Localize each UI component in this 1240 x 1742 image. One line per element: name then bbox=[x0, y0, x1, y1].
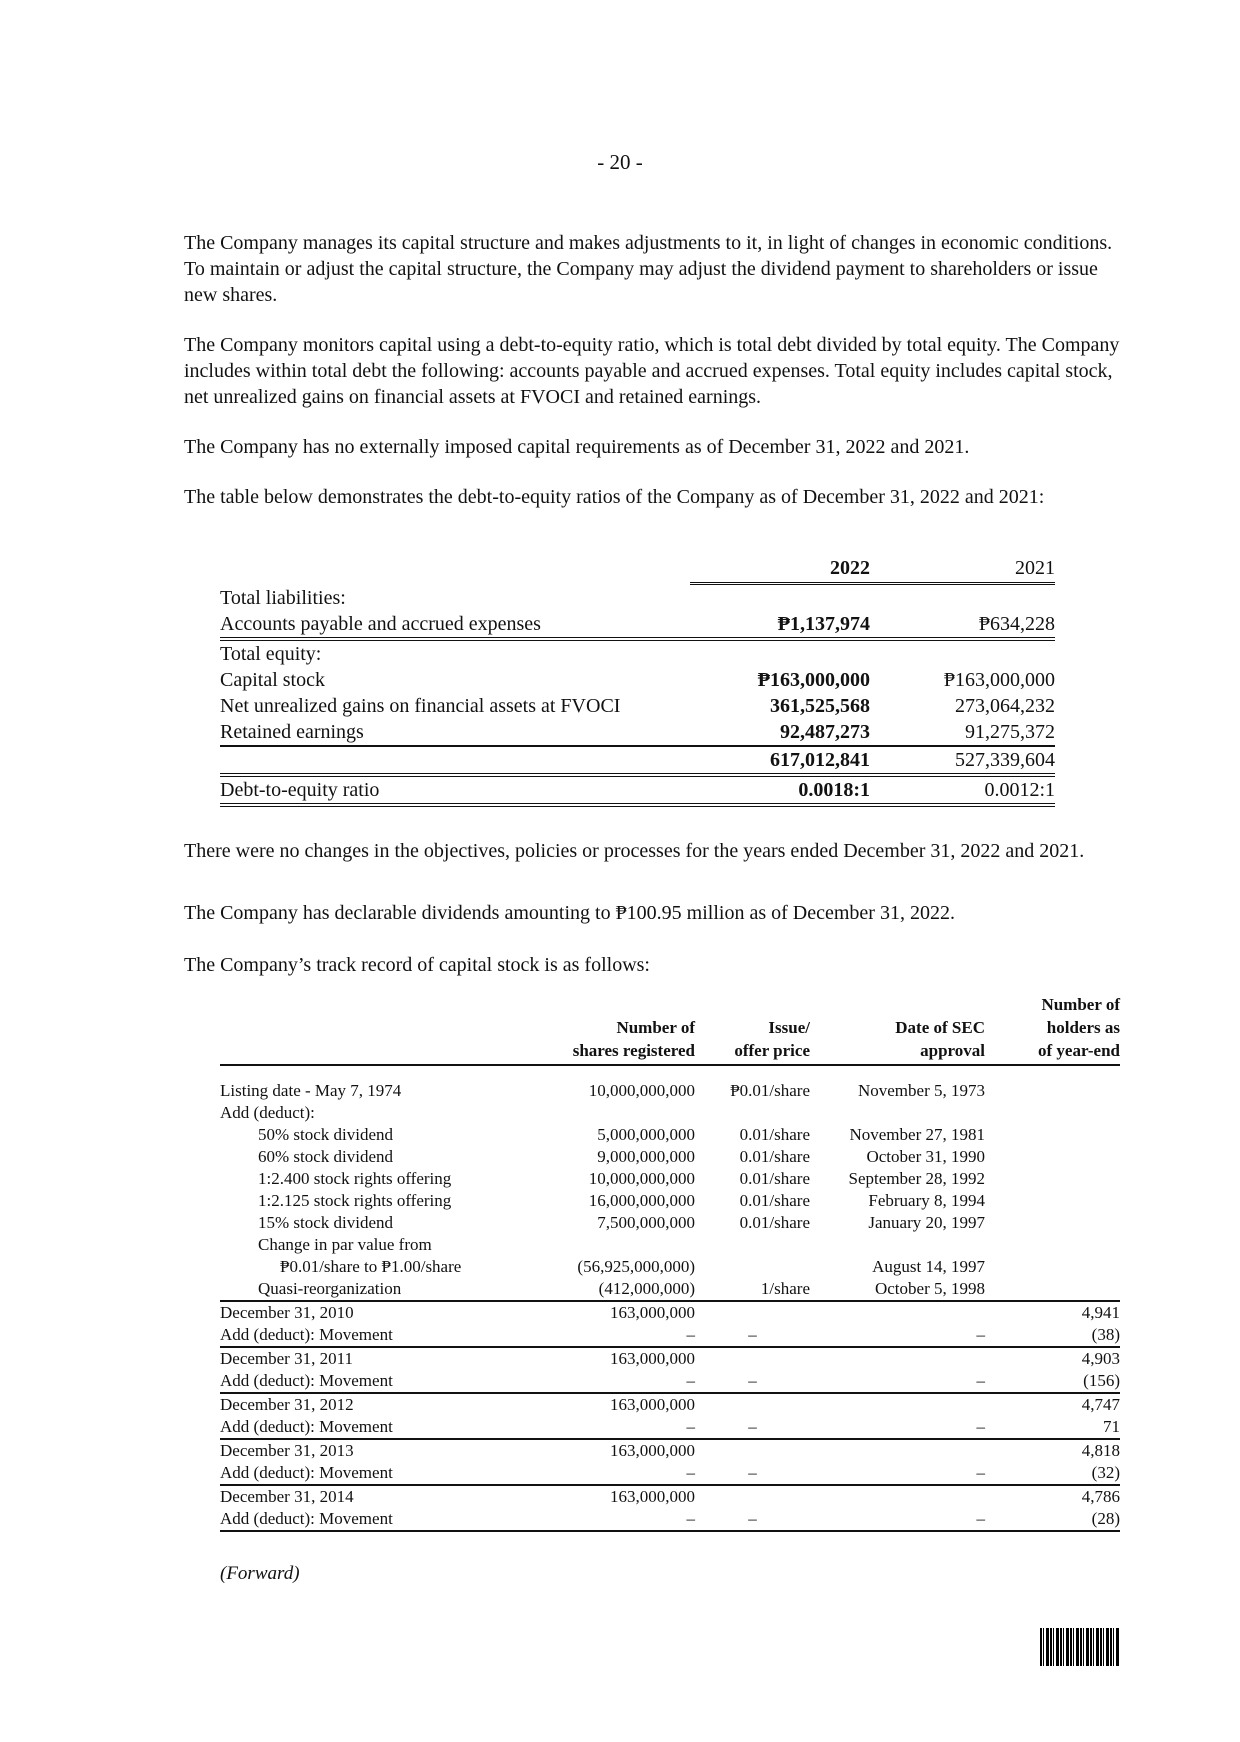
row-label: Capital stock bbox=[220, 669, 325, 691]
table-row bbox=[220, 1416, 1120, 1439]
table-row bbox=[220, 1301, 1120, 1324]
total-equity-row bbox=[220, 746, 1055, 775]
holders-value bbox=[985, 1065, 1120, 1102]
holders-value: (28) bbox=[985, 1508, 1120, 1531]
shares-value: 163,000,000 bbox=[610, 1349, 695, 1368]
date-value: – bbox=[810, 1370, 985, 1393]
header-sec-approval-date: Date of SEC approval bbox=[810, 993, 985, 1065]
value-2021: 273,064,232 bbox=[955, 695, 1055, 717]
table-row bbox=[220, 1212, 1120, 1234]
holders-value: (32) bbox=[985, 1462, 1120, 1485]
debt-to-equity-table bbox=[220, 555, 1055, 807]
shares-value: – bbox=[520, 1370, 695, 1393]
paragraph-capital-structure: The Company manages its capital structure and makes adjustments to it, in light of changes in economic conditions. To maintain or adjust the capital structure, the Company may adjust the dividend payment to shareholders or issue new shares. bbox=[184, 232, 1113, 306]
table-row bbox=[220, 693, 1055, 719]
table-row bbox=[220, 639, 1055, 667]
value-2022 bbox=[690, 639, 870, 667]
table-row bbox=[220, 584, 1055, 612]
table-row bbox=[220, 1190, 1120, 1212]
forward-note: (Forward) bbox=[220, 1563, 300, 1584]
row-label: Accounts payable and accrued expenses bbox=[220, 611, 690, 639]
holders-value: 4,786 bbox=[1081, 1487, 1120, 1506]
table-row bbox=[220, 1462, 1120, 1485]
date-value bbox=[810, 1301, 985, 1324]
holders-value: 4,941 bbox=[1081, 1303, 1120, 1322]
table-row bbox=[220, 1278, 1120, 1301]
header-shares-registered: Number of shares registered bbox=[520, 993, 695, 1065]
date-value bbox=[810, 1234, 985, 1256]
shares-value: 9,000,000,000 bbox=[597, 1147, 695, 1166]
row-label: 50% stock dividend bbox=[258, 1125, 394, 1144]
shares-value: 163,000,000 bbox=[610, 1487, 695, 1506]
table-row bbox=[220, 611, 1055, 639]
header-2021: 2021 bbox=[870, 555, 1055, 584]
shares-value: – bbox=[520, 1324, 695, 1347]
shares-value: 7,500,000,000 bbox=[597, 1213, 695, 1232]
row-label: Debt-to-equity ratio bbox=[220, 775, 690, 805]
row-label: Net unrealized gains on financial assets at FVOCI bbox=[220, 695, 621, 717]
price-value: 0.01/share bbox=[739, 1125, 810, 1144]
holders-value bbox=[985, 1102, 1120, 1124]
table-row bbox=[220, 1485, 1120, 1508]
row-label: 1:2.125 stock rights offering bbox=[258, 1191, 452, 1210]
row-label: Retained earnings bbox=[220, 719, 690, 746]
date-value: November 5, 1973 bbox=[857, 1081, 985, 1100]
table-row bbox=[220, 1324, 1120, 1347]
page-number: - 20 - bbox=[597, 150, 643, 174]
value-2021: ₱163,000,000 bbox=[943, 669, 1055, 691]
debt-to-equity-row bbox=[220, 775, 1055, 805]
price-value bbox=[695, 1393, 810, 1416]
holders-value: 71 bbox=[985, 1416, 1120, 1439]
table-row bbox=[220, 1065, 1120, 1102]
date-value: November 27, 1981 bbox=[849, 1125, 985, 1144]
holders-value bbox=[985, 1168, 1120, 1190]
price-value bbox=[695, 1485, 810, 1508]
header-label bbox=[220, 555, 690, 584]
row-label: Add (deduct): Movement bbox=[220, 1370, 520, 1393]
row-label: Quasi-reorganization bbox=[220, 1278, 520, 1301]
row-label: December 31, 2013 bbox=[220, 1441, 354, 1460]
holders-value bbox=[985, 1234, 1120, 1256]
shares-value: 163,000,000 bbox=[610, 1395, 695, 1414]
paragraph-capital-requirements: The Company has no externally imposed capital requirements as of December 31, 2022 and 2021. bbox=[184, 436, 970, 458]
row-label: December 31, 2011 bbox=[220, 1349, 353, 1368]
table-row bbox=[220, 1256, 1120, 1278]
row-label: 1:2.400 stock rights offering bbox=[258, 1169, 452, 1188]
row-label: December 31, 2010 bbox=[220, 1303, 354, 1322]
row-label: December 31, 2014 bbox=[220, 1487, 354, 1506]
holders-value bbox=[985, 1278, 1120, 1301]
shares-value: (56,925,000,000) bbox=[577, 1257, 695, 1276]
price-value bbox=[695, 1256, 810, 1278]
row-label: Add (deduct): Movement bbox=[220, 1462, 520, 1485]
value-2022: 617,012,841 bbox=[690, 746, 870, 775]
table-row bbox=[220, 1234, 1120, 1256]
holders-value: (156) bbox=[985, 1370, 1120, 1393]
value-2021: 527,339,604 bbox=[870, 746, 1055, 775]
table-row bbox=[220, 1439, 1120, 1462]
price-value: 0.01/share bbox=[739, 1169, 810, 1188]
row-label bbox=[220, 746, 690, 775]
holders-value: 4,818 bbox=[1081, 1441, 1120, 1460]
date-value bbox=[810, 1485, 985, 1508]
date-value: October 31, 1990 bbox=[866, 1147, 985, 1166]
date-value: – bbox=[810, 1324, 985, 1347]
holders-value: 4,747 bbox=[1081, 1395, 1120, 1414]
price-value: 0.01/share bbox=[739, 1147, 810, 1166]
table-row bbox=[220, 667, 1055, 693]
paragraph-declarable-dividends: The Company has declarable dividends amounting to ₱100.95 million as of December 31, 2022. bbox=[184, 902, 955, 924]
date-value bbox=[810, 1347, 985, 1370]
header-label bbox=[220, 993, 520, 1065]
table-row bbox=[220, 719, 1055, 746]
row-label: Add (deduct): Movement bbox=[220, 1324, 520, 1347]
table-row bbox=[220, 1102, 1120, 1124]
shares-value bbox=[520, 1102, 695, 1124]
row-label: 15% stock dividend bbox=[258, 1213, 394, 1232]
date-value: – bbox=[810, 1508, 985, 1531]
date-value: – bbox=[810, 1462, 985, 1485]
date-value bbox=[810, 1102, 985, 1124]
holders-value bbox=[985, 1212, 1120, 1234]
price-value bbox=[695, 1439, 810, 1462]
table-header-row bbox=[220, 993, 1120, 1065]
price-value: – bbox=[695, 1324, 810, 1347]
value-2021 bbox=[870, 584, 1055, 612]
price-value bbox=[695, 1102, 810, 1124]
price-value: – bbox=[695, 1370, 810, 1393]
table-row bbox=[220, 1508, 1120, 1531]
header-holders-year-end: Number of holders as of year-end bbox=[985, 993, 1120, 1065]
shares-value: 163,000,000 bbox=[610, 1441, 695, 1460]
date-value bbox=[810, 1393, 985, 1416]
table-row bbox=[220, 1370, 1120, 1393]
shares-value: – bbox=[520, 1416, 695, 1439]
holders-value bbox=[985, 1146, 1120, 1168]
date-value: – bbox=[810, 1416, 985, 1439]
holders-value: 4,903 bbox=[1081, 1349, 1120, 1368]
row-label: December 31, 2012 bbox=[220, 1395, 354, 1414]
header-offer-price: Issue/ offer price bbox=[695, 993, 810, 1065]
row-label: Total equity: bbox=[220, 643, 322, 665]
row-label: Total liabilities: bbox=[220, 587, 346, 609]
value-2021: 0.0012:1 bbox=[870, 775, 1055, 805]
table-header-row bbox=[220, 555, 1055, 584]
shares-value: (412,000,000) bbox=[520, 1278, 695, 1301]
price-value: 0.01/share bbox=[739, 1191, 810, 1210]
price-value bbox=[695, 1234, 810, 1256]
date-value: August 14, 1997 bbox=[872, 1257, 985, 1276]
shares-value: 5,000,000,000 bbox=[597, 1125, 695, 1144]
paragraph-track-record-intro: The Company’s track record of capital stock is as follows: bbox=[184, 954, 650, 976]
shares-value: 10,000,000,000 bbox=[588, 1169, 695, 1188]
value-2021: ₱634,228 bbox=[870, 611, 1055, 639]
date-value: October 5, 1998 bbox=[810, 1278, 985, 1301]
row-label: Add (deduct): Movement bbox=[220, 1508, 520, 1531]
paragraph-debt-to-equity-definition: The Company monitors capital using a debt-to-equity ratio, which is total debt divided by total equity. The Company includes within total debt the following: accounts payable and accrued expenses. Total equity includes capital stock, net unrealized gains on financial assets at FVOCI and retained earnings. bbox=[184, 334, 1120, 408]
barcode-icon bbox=[1040, 1628, 1120, 1666]
table-row bbox=[220, 1347, 1120, 1370]
price-value: – bbox=[695, 1508, 810, 1531]
value-2021: 91,275,372 bbox=[870, 719, 1055, 746]
price-value: 0.01/share bbox=[739, 1213, 810, 1232]
price-value bbox=[695, 1347, 810, 1370]
value-2022: 0.0018:1 bbox=[690, 775, 870, 805]
shares-value: 10,000,000,000 bbox=[588, 1081, 695, 1100]
table-row bbox=[220, 1168, 1120, 1190]
row-label: Add (deduct): bbox=[220, 1103, 315, 1122]
row-label: ₱0.01/share to ₱1.00/share bbox=[280, 1257, 462, 1276]
table-row bbox=[220, 1146, 1120, 1168]
shares-value bbox=[520, 1234, 695, 1256]
row-label: Listing date - May 7, 1974 bbox=[220, 1081, 402, 1100]
shares-value: 16,000,000,000 bbox=[588, 1191, 695, 1210]
value-2022: ₱1,137,974 bbox=[690, 611, 870, 639]
paragraph-table-intro: The table below demonstrates the debt-to-equity ratios of the Company as of December 31, 2022 and 2021: bbox=[184, 486, 1045, 508]
table-row bbox=[220, 1124, 1120, 1146]
value-2022: ₱163,000,000 bbox=[757, 669, 870, 691]
date-value: September 28, 1992 bbox=[848, 1169, 985, 1188]
row-label: Change in par value from bbox=[258, 1235, 432, 1254]
holders-value bbox=[985, 1124, 1120, 1146]
holders-value bbox=[985, 1190, 1120, 1212]
price-value: – bbox=[695, 1462, 810, 1485]
price-value bbox=[695, 1301, 810, 1324]
price-value: ₱0.01/share bbox=[730, 1081, 810, 1100]
row-label: 60% stock dividend bbox=[258, 1147, 394, 1166]
value-2022 bbox=[690, 584, 870, 612]
row-label: Add (deduct): Movement bbox=[220, 1416, 520, 1439]
price-value: – bbox=[695, 1416, 810, 1439]
date-value bbox=[810, 1439, 985, 1462]
shares-value: 163,000,000 bbox=[610, 1303, 695, 1322]
paragraph-no-changes: There were no changes in the objectives, policies or processes for the years ended December 31, 2022 and 2021. bbox=[184, 840, 1085, 862]
holders-value: (38) bbox=[985, 1324, 1120, 1347]
value-2021 bbox=[870, 639, 1055, 667]
holders-value bbox=[985, 1256, 1120, 1278]
date-value: January 20, 1997 bbox=[868, 1213, 985, 1232]
shares-value: – bbox=[520, 1462, 695, 1485]
price-value: 1/share bbox=[695, 1278, 810, 1301]
capital-stock-track-record-table bbox=[220, 993, 1120, 1532]
header-2022: 2022 bbox=[690, 555, 870, 584]
date-value: February 8, 1994 bbox=[868, 1191, 985, 1210]
table-row bbox=[220, 1393, 1120, 1416]
value-2022: 92,487,273 bbox=[690, 719, 870, 746]
shares-value: – bbox=[520, 1508, 695, 1531]
value-2022: 361,525,568 bbox=[770, 695, 870, 717]
